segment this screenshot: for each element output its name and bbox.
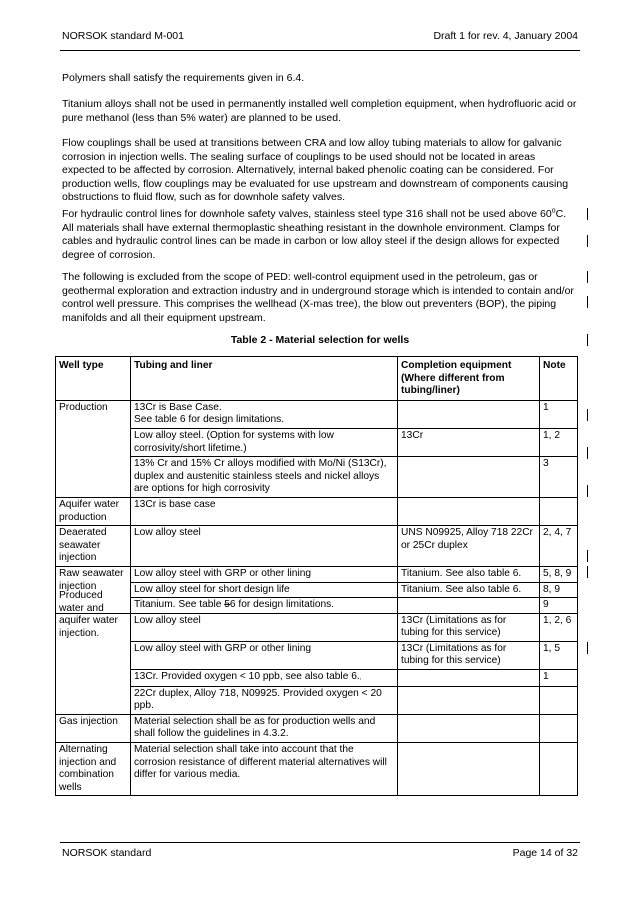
change-bar [587, 235, 588, 247]
tubing-cell [131, 400, 398, 428]
header-note: Note [540, 357, 578, 401]
cell-line: 13Cr is Base Case. [134, 401, 222, 413]
table-row [56, 400, 578, 428]
table-row [56, 497, 578, 525]
completion-cell [398, 497, 540, 525]
paragraph-flow-couplings: Flow couplings shall be used at transitions between CRA and low alloy tubing materials to allow for galvanic corrosion in injection wells. The sealing surface of couplings to be used should not be located in areas expected to be affected by corrosion. Alternatively, internal baked phenolic coating can be considered. For production wells, flow couplings may be evaluated for use upstream and downstream of components causing obstructions to fluid flow, such as for downhole safety valves. [62, 137, 569, 204]
cell-text: 6 for design limitations. [229, 599, 335, 611]
page-footer [62, 847, 578, 861]
change-bar [587, 642, 588, 654]
note-cell [540, 714, 578, 742]
header-well-type: Well type [56, 357, 131, 401]
table-row [56, 670, 578, 687]
p4-text-a: For hydraulic control lines for downhole safety valves, stainless steel type 316 shall not be used above 60 [62, 208, 552, 220]
table-caption: Table 2 - Material selection for wells [230, 334, 410, 346]
tubing-cell: Low alloy steel with GRP or other lining [131, 566, 398, 582]
completion-cell [398, 686, 540, 714]
paragraph-hydraulic-lines [62, 208, 580, 262]
table-row [56, 714, 578, 742]
completion-cell: UNS N09925, Alloy 718 22Cr or 25Cr duplex [398, 526, 540, 567]
note-cell: 1, 5 [540, 641, 578, 669]
note-cell: 1, 2 [540, 428, 578, 456]
paragraph-ped-scope: The following is excluded from the scope of PED: well-control equipment used in the petroleum, gas or geothermal exploration and extraction industry and in underground storage which is intended to contain and/or control well pressure. This comprises the wellhead (X-mas tree), the blow out preventers (BOP), the piping manifolds and all their equipment upstream. [62, 271, 574, 324]
well-type-cell: Alternating injection and combination wells [56, 743, 131, 796]
header-tubing-liner: Tubing and liner [131, 357, 398, 401]
completion-cell: Titanium. See also table 6. [398, 566, 540, 582]
revision-mark: , [359, 675, 362, 682]
completion-cell [398, 743, 540, 796]
table-header-row [56, 357, 578, 401]
tubing-cell: Material selection shall be as for production wells and shall follow the guidelines in 4.3.2. [131, 714, 398, 742]
degree-symbol: o [551, 207, 556, 215]
completion-cell: 13Cr (Limitations as for tubing for this service) [398, 641, 540, 669]
note-cell: 9 [540, 598, 578, 614]
completion-cell [398, 714, 540, 742]
tubing-cell: Material selection shall take into account that the corrosion resistance of different material alternatives will differ for various media. [131, 743, 398, 796]
header-right: Draft 1 for rev. 4, January 2004 [433, 30, 578, 42]
note-cell: 5, 8, 9 [540, 566, 578, 582]
tubing-cell: Low alloy steel [131, 526, 398, 567]
table-row [56, 641, 578, 669]
well-type-cell [56, 686, 131, 714]
header-completion-equipment: Completion equipment (Where different from tubing/liner) [398, 357, 540, 401]
completion-cell [398, 670, 540, 687]
well-type-cell: Deaerated seawater injection [56, 526, 131, 567]
header-rule [60, 50, 580, 51]
footer-rule [60, 842, 580, 843]
tubing-cell: Low alloy steel with GRP or other lining [131, 641, 398, 669]
paragraph-titanium: Titanium alloys shall not be used in permanently installed well completion equipment, when hydrofluoric acid or pure methanol (less than 5% water) are planned to be used. [62, 98, 577, 124]
note-cell: 1 [540, 400, 578, 428]
tubing-cell: Low alloy steel [131, 613, 398, 641]
completion-cell: 13Cr [398, 428, 540, 456]
completion-cell: 13Cr (Limitations as for tubing for this service) [398, 613, 540, 641]
table-row [56, 457, 578, 498]
change-bar [587, 485, 588, 497]
completion-cell [398, 457, 540, 498]
tubing-cell: Low alloy steel. (Option for systems with low corrosivity/short lifetime.) [131, 428, 398, 456]
note-cell [540, 686, 578, 714]
well-type-cell: Aquifer water production [56, 497, 131, 525]
change-bar [587, 409, 588, 421]
note-cell: 2, 4, 7 [540, 526, 578, 567]
change-bar [587, 208, 588, 220]
cell-text: 13Cr. Provided oxygen < 10 ppb, see also table 6. [134, 671, 360, 683]
note-cell [540, 497, 578, 525]
change-bar [587, 271, 588, 283]
completion-cell: Titanium. See also table 6. [398, 582, 540, 598]
table-row [56, 566, 578, 582]
page-header [62, 30, 578, 44]
change-bar [587, 296, 588, 308]
tubing-cell: 13% Cr and 15% Cr alloys modified with Mo/Ni (S13Cr), duplex and austenitic stainless steels and nickel alloys are options for high corrosivity [131, 457, 398, 498]
note-cell: 8, 9 [540, 582, 578, 598]
completion-cell [398, 400, 540, 428]
footer-left: NORSOK standard [62, 847, 152, 859]
well-type-cell: Gas injection [56, 714, 131, 742]
produced-water-label: Produced water and aquifer water injection. [59, 590, 118, 639]
header-left: NORSOK standard M-001 [62, 30, 184, 42]
note-cell [540, 743, 578, 796]
table-row [56, 743, 578, 796]
completion-cell [398, 598, 540, 614]
cell-text: Titanium. See table [134, 599, 225, 611]
note-cell: 1, 2, 6 [540, 613, 578, 641]
change-bar [587, 566, 588, 578]
deleted-text: 5 [224, 599, 230, 611]
table-row [56, 613, 578, 641]
change-bar [587, 334, 588, 346]
page-number: Page 14 of 32 [512, 847, 578, 859]
tubing-cell: 22Cr duplex, Alloy 718, N09925. Provided oxygen < 20 ppb. [131, 686, 398, 714]
material-selection-table [55, 356, 578, 796]
well-type-cell: Raw seawater injection [56, 566, 131, 613]
table-row [56, 686, 578, 714]
table-row [56, 428, 578, 456]
tubing-cell: Low alloy steel for short design life [131, 582, 398, 598]
change-bar [587, 447, 588, 459]
well-type-cell: Production [56, 400, 131, 497]
paragraph-polymers: Polymers shall satisfy the requirements given in 6.4. [62, 72, 305, 84]
p4-text-b: C. All materials shall have external thermoplastic sheathing resistant in the downhole environment. Clamps for cables and hydraulic control lines can be made in carbon or low alloy steel if the design allows for expected degree of corrosion. [62, 208, 567, 261]
tubing-cell [131, 598, 398, 614]
table-row [56, 598, 578, 614]
note-cell: 3 [540, 457, 578, 498]
well-type-cell [56, 670, 131, 687]
well-type-cell [56, 641, 131, 669]
tubing-cell: 13Cr is base case [131, 497, 398, 525]
tubing-cell [131, 670, 398, 687]
cell-line: See table 6 for design limitations. [134, 414, 285, 426]
note-cell: 1 [540, 670, 578, 687]
table-row [56, 526, 578, 567]
table-row [56, 582, 578, 598]
change-bar [587, 550, 588, 562]
